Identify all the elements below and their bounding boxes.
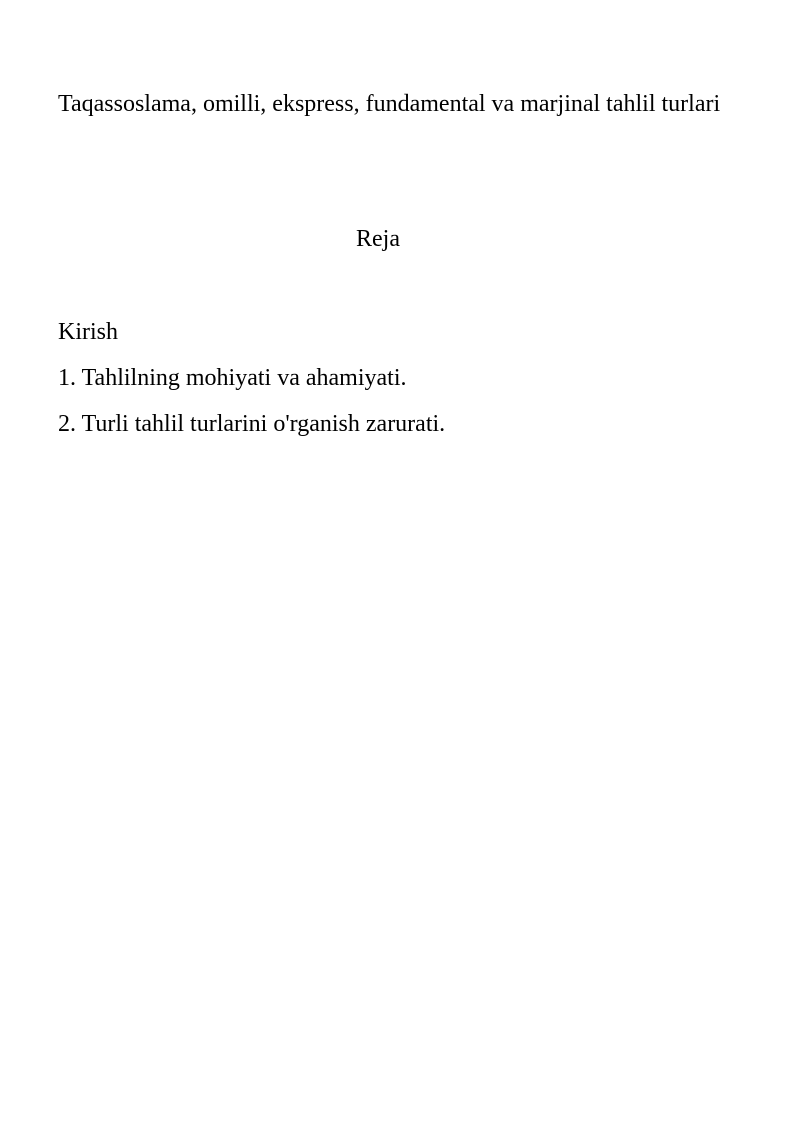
plan-item-intro: Kirish [58, 319, 118, 345]
plan-item-2: 2. Turli tahlil turlarini o'rganish zarurati. [58, 411, 446, 437]
document-title: Taqassoslama, omilli, ekspress, fundamental va marjinal tahlil turlari [58, 91, 721, 117]
plan-list [58, 312, 748, 450]
plan-heading: Reja [356, 226, 400, 252]
plan-item-1: 1. Tahlilning mohiyati va ahamiyati. [58, 365, 407, 391]
